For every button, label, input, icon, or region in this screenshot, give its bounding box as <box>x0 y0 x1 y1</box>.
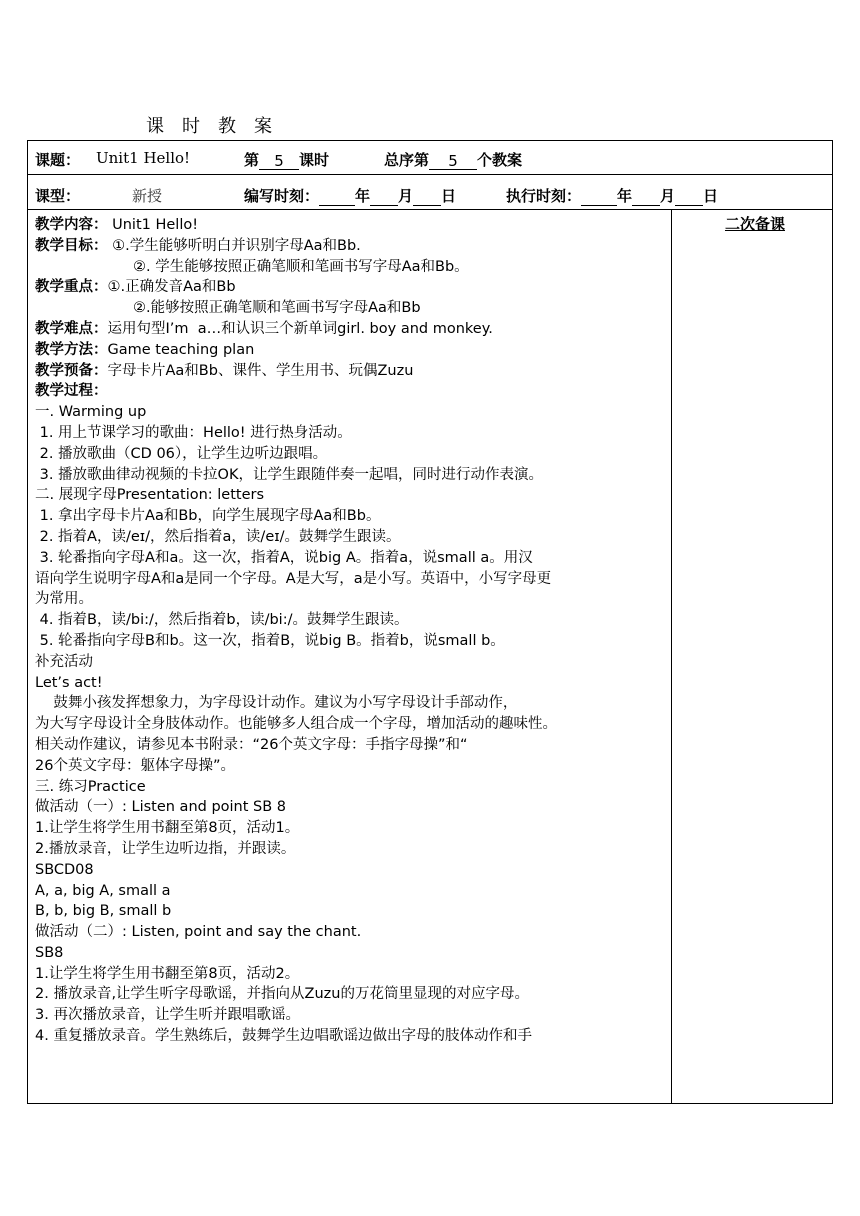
content-line-text: ②.能够按照正确笔顺和笔画书写字母Aa和Bb <box>133 300 421 317</box>
row-divider <box>28 209 832 210</box>
content-line-text: 3. 轮番指向字母A和a。这一次，指着A，说big A。指着a，说small a。用汉 <box>35 549 533 566</box>
content-line <box>35 777 671 798</box>
type-label: 课型： <box>35 187 81 205</box>
blank <box>319 188 355 206</box>
content-line-label: 教学过程： <box>35 383 108 400</box>
blank <box>581 188 617 206</box>
content-line-text: 三. 练习Practice <box>35 778 146 795</box>
content-line <box>35 340 671 361</box>
content-line-label: 教学内容： <box>35 217 108 233</box>
exec-time-field <box>506 185 718 206</box>
content-line <box>35 589 671 610</box>
content-line-text: 2. 播放歌曲（CD 06），让学生边听边跟唱。 <box>35 445 328 462</box>
content-line-text: 做活动（一）: Listen and point SB 8 <box>35 799 287 816</box>
page-title <box>146 112 290 138</box>
content-line-text: 一. Warming up <box>35 404 147 421</box>
content-line <box>35 818 671 839</box>
content-line <box>35 215 671 236</box>
content-line-text: 3. 播放歌曲律动视频的卡拉OK，让学生跟随伴奏一起唱，同时进行动作表演。 <box>35 466 543 483</box>
content-line-label: 教学目标： <box>35 237 108 254</box>
lesson-number: 5 <box>259 152 299 170</box>
content-line-text: 运用句型I’m a…和认识三个新单词girl. boy and monkey. <box>107 320 493 337</box>
content-line-text: 二. 展现字母Presentation: letters <box>35 487 265 504</box>
content-line <box>35 797 671 818</box>
column-divider <box>671 209 672 1103</box>
content-line-text: Game teaching plan <box>107 341 255 358</box>
total-prefix: 总序第 <box>384 151 430 169</box>
content-line-text: 字母卡片Aa和Bb、课件、学生用书、玩偶Zuzu <box>107 362 414 379</box>
write-time-label: 编写时刻： <box>244 187 320 205</box>
content-line-text: 5. 轮番指向字母B和b。这一次，指着B，说big B。指着b，说small b。 <box>35 632 505 649</box>
content-line <box>35 548 671 569</box>
content-line <box>35 277 671 298</box>
content-line-text: Let’s act! <box>35 674 103 691</box>
lesson-suffix: 课时 <box>299 151 330 169</box>
page-title-char: 案 <box>254 116 272 137</box>
content-line <box>35 236 671 257</box>
content-line-text: 1. 拿出字母卡片Aa和Bb，向学生展现字母Aa和Bb。 <box>35 508 381 525</box>
content-line <box>35 298 671 319</box>
content-line-text: 2. 指着A，读/eɪ/，然后指着a，读/eɪ/。鼓舞学生跟读。 <box>35 528 401 545</box>
day-label: 日 <box>441 187 457 205</box>
content-line-text: 补充活动 <box>35 653 93 670</box>
content-line <box>35 1026 671 1047</box>
year-label: 年 <box>355 187 371 205</box>
blank <box>413 188 441 206</box>
topic-row <box>28 141 832 174</box>
content-line-text: ②. 学生能够按照正确笔顺和笔画书写字母Aa和Bb。 <box>133 258 469 275</box>
content-line <box>35 257 671 278</box>
content-line-text: 鼓舞小孩发挥想象力，为字母设计动作。建议为小写字母设计手部动作， <box>35 695 518 712</box>
page-title-char: 时 <box>182 116 200 137</box>
content-line <box>35 693 671 714</box>
content-line-label: 教学预备： <box>35 362 108 379</box>
total-number: 5 <box>429 152 477 170</box>
blank <box>675 188 703 206</box>
content-line <box>35 506 671 527</box>
topic-label: 课题： <box>35 151 81 169</box>
content-line-text: A, a, big A, small a <box>35 882 171 899</box>
content-line-text: B, b, big B, small b <box>35 903 172 920</box>
write-time-field <box>244 185 456 206</box>
month-label: 月 <box>660 187 676 205</box>
content-line <box>35 714 671 735</box>
content-line-text: 1.让学生将学生用书翻至第8页，活动1。 <box>35 820 300 837</box>
content-line <box>35 361 671 382</box>
type-row <box>28 175 832 208</box>
content-line <box>35 610 671 631</box>
content-line-text: ①.正确发音Aa和Bb <box>107 279 236 296</box>
content-line-text: 1.让学生将学生用书翻至第8页，活动2。 <box>35 965 300 982</box>
content-line <box>35 735 671 756</box>
content-line-text: 为常用。 <box>35 591 93 608</box>
content-line <box>35 631 671 652</box>
content-line <box>35 673 671 694</box>
content-line-text: 3. 再次播放录音，让学生听并跟唱歌谣。 <box>35 1007 300 1024</box>
content-line-text: 1. 用上节课学习的歌曲：Hello! 进行热身活动。 <box>35 424 352 441</box>
day-label: 日 <box>703 187 719 205</box>
content-line <box>35 402 671 423</box>
content-line <box>35 860 671 881</box>
lesson-number-field <box>244 149 329 170</box>
page-title-char: 课 <box>146 116 164 137</box>
total-number-field <box>384 149 522 170</box>
content-line-label: 教学重点： <box>35 279 108 296</box>
content-line-text: 26个英文字母：躯体字母操”。 <box>35 757 235 774</box>
blank <box>632 188 660 206</box>
content-line-text: 4. 重复播放录音。学生熟练后，鼓舞学生边唱歌谣边做出字母的肢体动作和手 <box>35 1028 532 1045</box>
content-line <box>35 964 671 985</box>
content-line <box>35 984 671 1005</box>
content-line <box>35 569 671 590</box>
content-line <box>35 756 671 777</box>
content-line-text: 为大写字母设计全身肢体动作。也能够多人组合成一个字母，增加活动的趣味性。 <box>35 716 557 733</box>
content-line <box>35 901 671 922</box>
content-line <box>35 652 671 673</box>
content-line <box>35 423 671 444</box>
page-title-char: 教 <box>218 116 236 137</box>
content-line <box>35 319 671 340</box>
content-line-text: 2. 播放录音,让学生听字母歌谣，并指向从Zuzu的万花筒里显现的对应字母。 <box>35 986 529 1003</box>
content-line-label: 教学方法： <box>35 341 108 358</box>
second-preparation-header: 二次备课 <box>724 215 785 233</box>
blank <box>370 188 398 206</box>
content-line-text: 2.播放录音，让学生边听边指，并跟读。 <box>35 840 296 857</box>
content-line-text: SB8 <box>35 944 64 961</box>
content-line <box>35 1005 671 1026</box>
content-line <box>35 839 671 860</box>
content-line-text: SBCD08 <box>35 861 94 878</box>
lesson-content <box>35 215 671 1047</box>
content-line <box>35 881 671 902</box>
content-line-text: ①.学生能够听明白并识别字母Aa和Bb. <box>107 237 361 254</box>
content-line-text: Unit1 Hello! <box>107 217 199 233</box>
content-line-text: 4. 指着B，读/bi:/，然后指着b，读/bi:/。鼓舞学生跟读。 <box>35 612 409 629</box>
month-label: 月 <box>398 187 414 205</box>
lesson-prefix: 第 <box>244 151 260 169</box>
content-line-text: 做活动（二）: Listen, point and say the chant. <box>35 924 362 941</box>
content-line <box>35 527 671 548</box>
content-line <box>35 943 671 964</box>
content-line <box>35 485 671 506</box>
total-suffix: 个教案 <box>477 151 523 169</box>
content-line <box>35 922 671 943</box>
content-line-label: 教学难点： <box>35 320 108 337</box>
content-line-text: 语向学生说明字母A和a是同一个字母。A是大写，a是小写。英语中，小写字母更 <box>35 570 552 587</box>
type-value: 新授 <box>132 187 163 205</box>
content-line <box>35 444 671 465</box>
content-line <box>35 465 671 486</box>
exec-time-label: 执行时刻： <box>506 187 582 205</box>
content-line <box>35 381 671 402</box>
topic-value: Unit1 Hello! <box>96 149 191 167</box>
content-line-text: 相关动作建议，请参见本书附录：“26个英文字母：手指字母操”和“ <box>35 736 468 753</box>
year-label: 年 <box>617 187 633 205</box>
lesson-plan-table <box>27 140 833 1104</box>
